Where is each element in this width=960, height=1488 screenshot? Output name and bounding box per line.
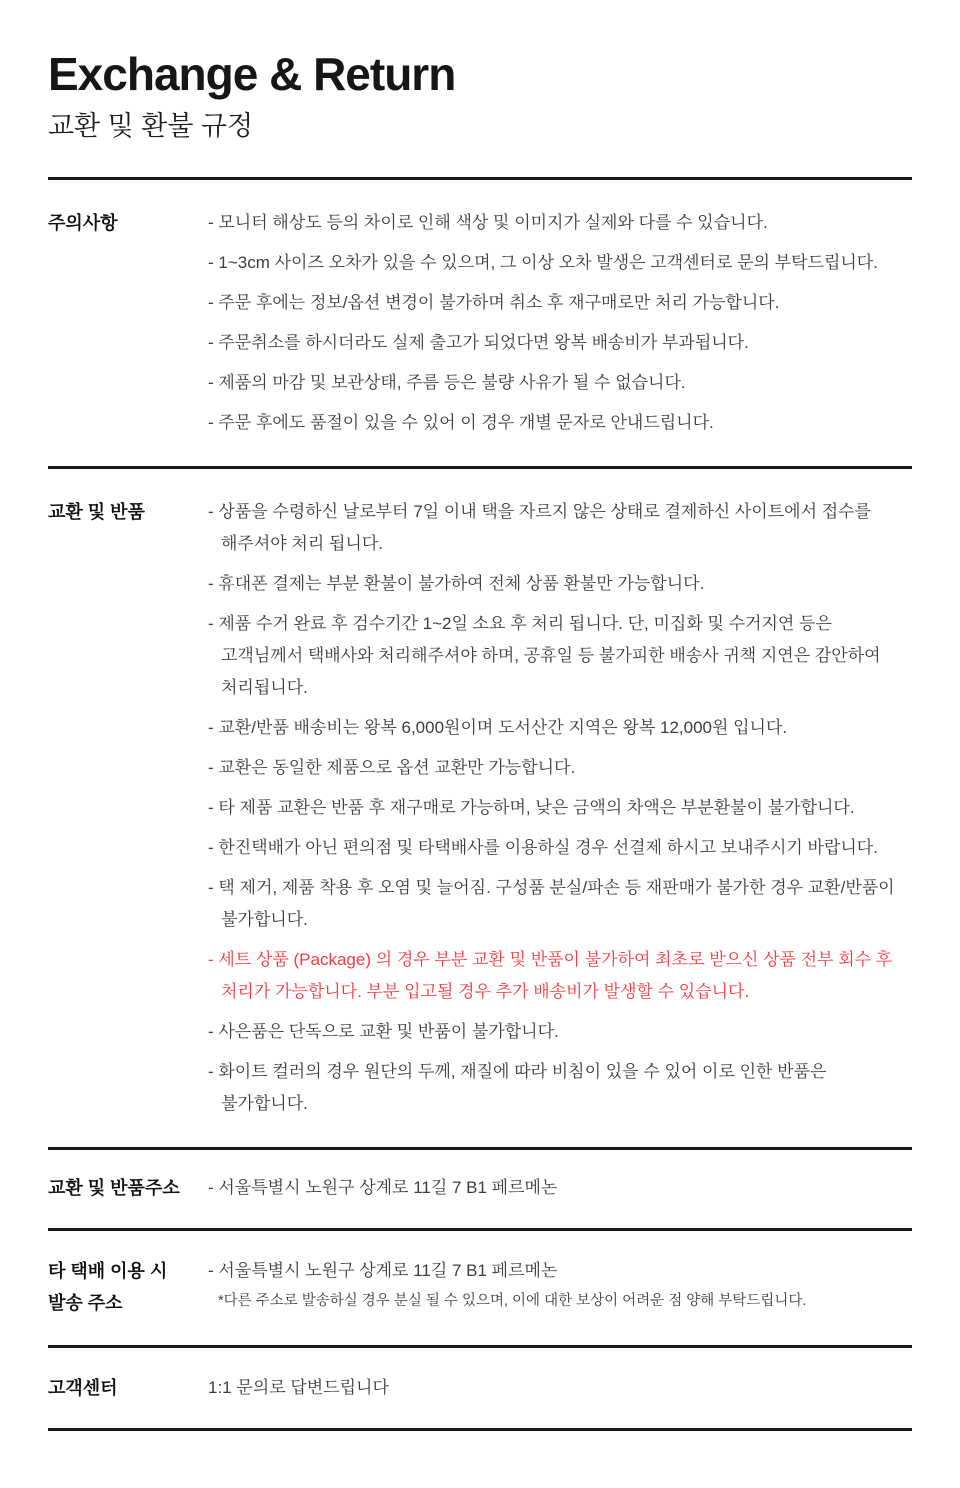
section-label-line: 발송 주소: [48, 1293, 123, 1314]
policy-item: - 상품을 수령하신 날로부터 7일 이내 택을 자르지 않은 상태로 결제하신 사이트에서 접수를 해주셔야 처리 됩니다.: [208, 502, 871, 554]
policy-item: - 제품의 마감 및 보관상태, 주름 등은 불량 사유가 될 수 없습니다.: [208, 373, 686, 393]
section-other-courier-address: [48, 1231, 912, 1345]
shipping-address: - 서울특별시 노원구 상계로 11길 7 B1 페르메논: [208, 1261, 558, 1281]
section-content: [208, 1172, 912, 1204]
section-content: [208, 1255, 912, 1313]
policy-item: - 교환은 동일한 제품으로 옵션 교환만 가능합니다.: [208, 758, 576, 778]
section-label-line: 타 택배 이용 시: [48, 1261, 168, 1282]
section-label: 교환 및 반품주소: [48, 1178, 180, 1199]
section-label: 주의사항: [48, 213, 118, 234]
section-label: [48, 1255, 208, 1319]
page-subtitle: 교환 및 환불 규정: [48, 110, 254, 141]
policy-item: - 휴대폰 결제는 부분 환불이 불가하여 전체 상품 환불만 가능합니다.: [208, 574, 705, 594]
shipping-note: *다른 주소로 발송하실 경우 분실 될 수 있으며, 이에 대한 보상이 어려운 점 양해 부탁드립니다.: [218, 1293, 807, 1310]
policy-item: - 제품 수거 완료 후 검수기간 1~2일 소요 후 처리 됩니다. 단, 미집화 및 수거지연 등은 고객님께서 택배사와 처리해주셔야 하며, 공휴일 등 불가피한 배송사 귀책 지연은 감안하여 처리됩니다.: [208, 614, 881, 698]
section-customer-center: [48, 1348, 912, 1428]
return-address: - 서울특별시 노원구 상계로 11길 7 B1 페르메논: [208, 1178, 558, 1198]
section-content: [208, 496, 912, 1120]
section-return-address: [48, 1150, 912, 1228]
policy-item: - 주문 후에는 정보/옵션 변경이 불가하며 취소 후 재구매로만 처리 가능합니다.: [208, 293, 780, 313]
page-title: Exchange & Return: [48, 48, 456, 100]
policy-item: - 주문 후에도 품절이 있을 수 있어 이 경우 개별 문자로 안내드립니다.: [208, 413, 714, 433]
section-divider: [48, 1428, 912, 1431]
section-exchange-return: [48, 469, 912, 1147]
section-label: 고객센터: [48, 1378, 118, 1399]
policy-item-package-warning: - 세트 상품 (Package) 의 경우 부분 교환 및 반품이 불가하여 최초로 받으신 상품 전부 회수 후 처리가 가능합니다. 부분 입고될 경우 추가 배송비가 발생할 수 있습니다.: [208, 950, 893, 1002]
section-label: 교환 및 반품: [48, 502, 145, 523]
policy-item: - 사은품은 단독으로 교환 및 반품이 불가합니다.: [208, 1022, 559, 1042]
policy-item: - 교환/반품 배송비는 왕복 6,000원이며 도서산간 지역은 왕복 12,000원 입니다.: [208, 718, 788, 738]
section-notice: [48, 180, 912, 466]
customer-center-info: 1:1 문의로 답변드립니다: [208, 1378, 389, 1398]
policy-item: - 1~3cm 사이즈 오차가 있을 수 있으며, 그 이상 오차 발생은 고객센터로 문의 부탁드립니다.: [208, 253, 878, 273]
policy-item: - 화이트 컬러의 경우 원단의 두께, 재질에 따라 비침이 있을 수 있어 이로 인한 반품은 불가합니다.: [208, 1062, 827, 1114]
policy-item: - 한진택배가 아닌 편의점 및 타택배사를 이용하실 경우 선결제 하시고 보내주시기 바랍니다.: [208, 838, 878, 858]
section-content: [208, 1372, 912, 1404]
policy-item: - 모니터 해상도 등의 차이로 인해 색상 및 이미지가 실제와 다를 수 있습니다.: [208, 213, 768, 233]
policy-item: - 타 제품 교환은 반품 후 재구매로 가능하며, 낮은 금액의 차액은 부분환불이 불가합니다.: [208, 798, 855, 818]
policy-item: - 택 제거, 제품 착용 후 오염 및 늘어짐. 구성품 분실/파손 등 재판매가 불가한 경우 교환/반품이 불가합니다.: [208, 878, 895, 930]
section-content: [208, 207, 912, 439]
policy-item: - 주문취소를 하시더라도 실제 출고가 되었다면 왕복 배송비가 부과됩니다.: [208, 333, 749, 353]
